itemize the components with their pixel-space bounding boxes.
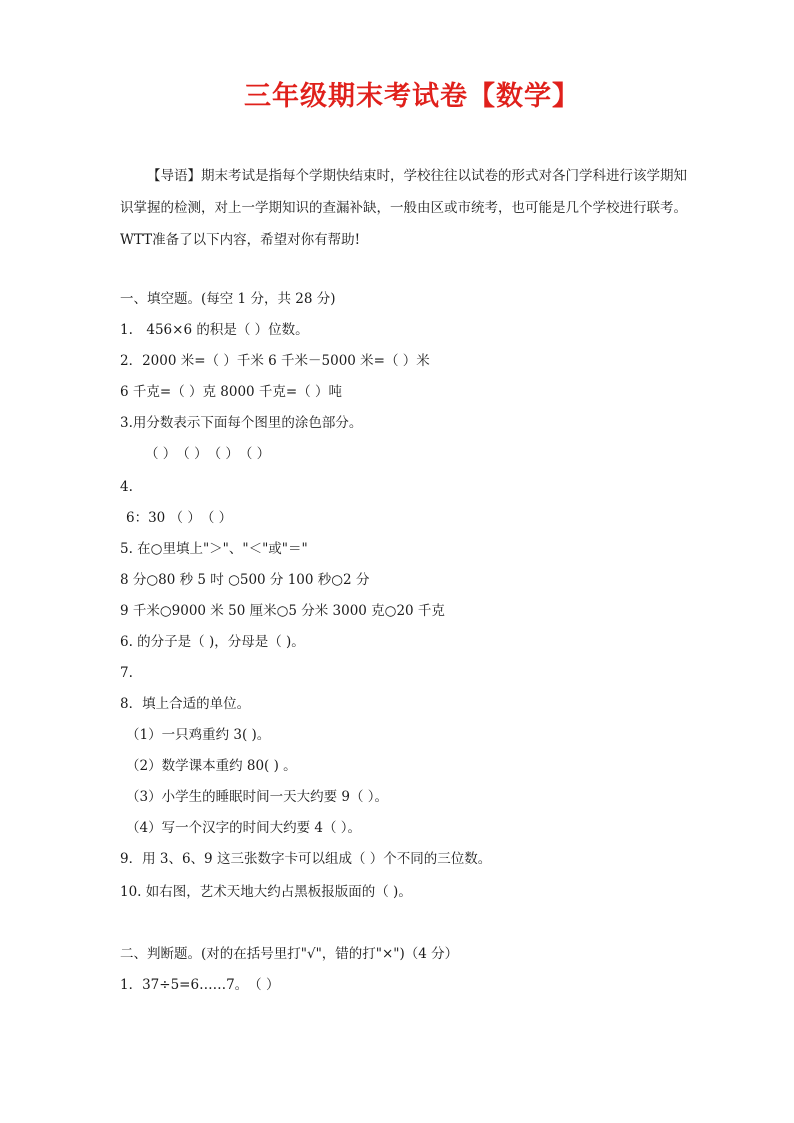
question-line: 1. 456×6 的积是（ ）位数。 <box>120 322 309 338</box>
question-line: 6. 的分子是（ )，分母是（ )。 <box>120 634 305 650</box>
question-line: 8 分○80 秒 5 吋 ○500 分 100 秒○2 分 <box>120 572 370 588</box>
question-line: 4. <box>120 479 133 495</box>
question-line: 1．37÷5=6……7。 （ ） <box>120 977 280 993</box>
question-line: 8．填上合适的单位。 <box>120 696 251 712</box>
question-line: （3）小学生的睡眠时间一天大约要 9（ ）。 <box>126 789 389 805</box>
question-line: （2）数学课本重约 80( ) 。 <box>126 758 297 774</box>
intro-paragraph: 【导语】期末考试是指每个学期快结束时，学校往往以试卷的形式对各门学科进行该学期知识掌握的检测，对上一学期知识的查漏补缺，一般由区或市统考，也可能是几个学校进行联考。WTT准备了以下内容，希望对你有帮助! <box>120 168 687 248</box>
question-line: 10. 如右图，艺术天地大约占黑板报版面的（ )。 <box>120 884 412 900</box>
question-line: 9．用 3、6、9 这三张数字卡可以组成（ ）个不同的三位数。 <box>120 851 492 867</box>
question-line: 3.用分数表示下面每个图里的涂色部分。 <box>120 415 363 431</box>
question-line: 7. <box>120 665 133 681</box>
question-line: 5. 在○里填上"＞"、"＜"或"＝" <box>120 541 308 557</box>
section2-heading: 二、判断题。(对的在括号里打"√"，错的打"×")（4 分） <box>120 946 459 962</box>
question-line: （4）写一个汉字的时间大约要 4（ ）。 <box>126 820 362 836</box>
question-line: （1）一只鸡重约 3( )。 <box>126 727 271 743</box>
question-line: 9 千米○9000 米 50 厘米○5 分米 3000 克○20 千克 <box>120 603 445 619</box>
page-title: 三年级期末考试卷【数学】 <box>244 81 580 112</box>
question-line: 2．2000 米=（ ）千米 6 千米－5000 米=（ ）米 <box>120 353 430 369</box>
question-line: 6：30 （ ） （ ） <box>126 510 233 526</box>
question-line: （ ） （ ） （ ） （ ） <box>145 446 271 462</box>
question-line: 6 千克=（ ）克 8000 千克=（ ）吨 <box>120 384 343 400</box>
section1-heading: 一、填空题。(每空 1 分，共 28 分) <box>120 291 336 307</box>
